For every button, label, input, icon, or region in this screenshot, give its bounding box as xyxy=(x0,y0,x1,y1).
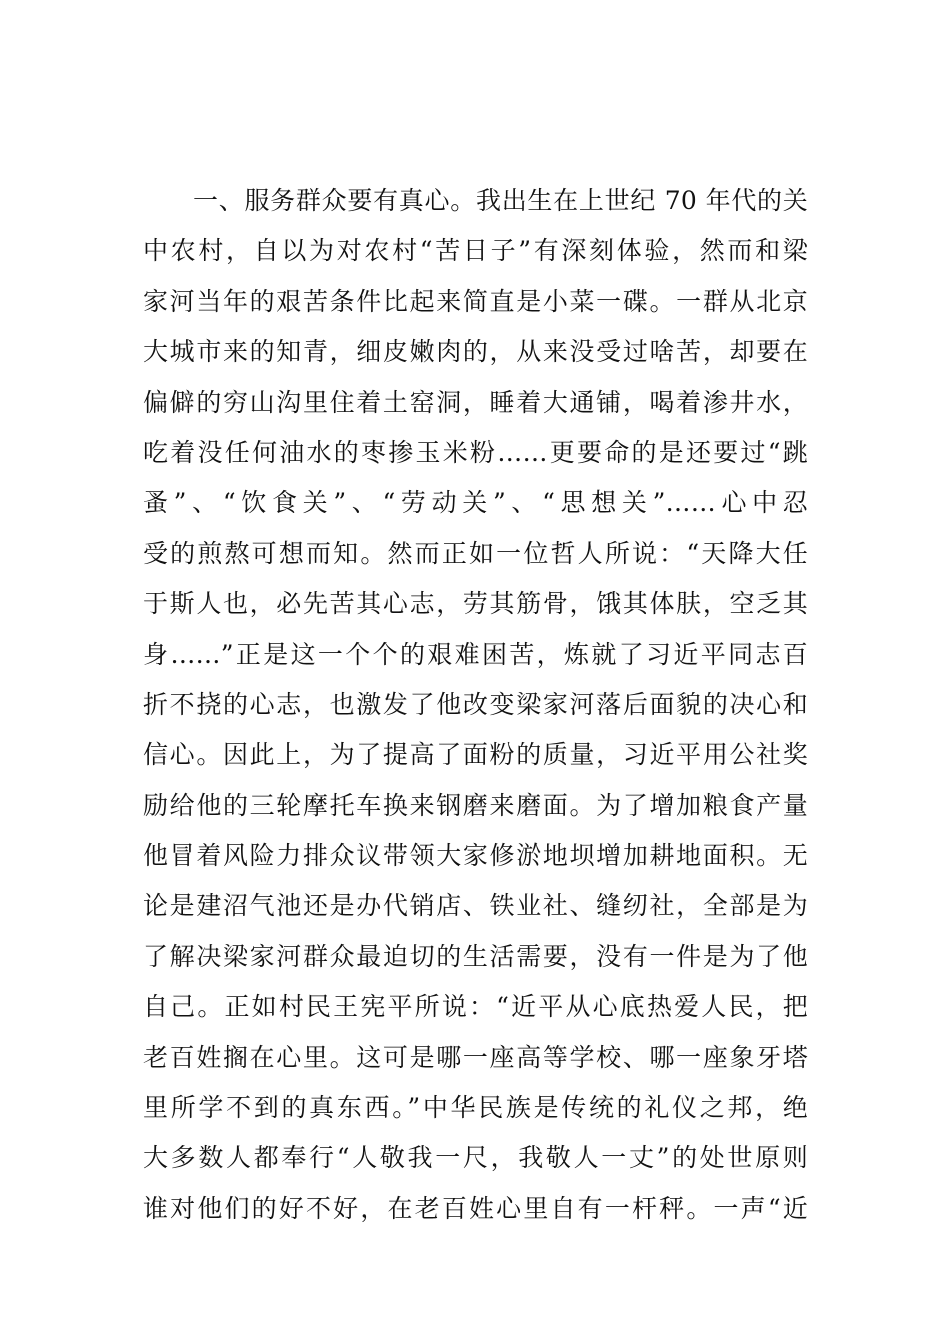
text-line: 蚤”、“饮食关”、“劳动关”、“思想关”……心中忍 xyxy=(143,488,808,518)
text-line: 自己。正如村民王宪平所说：“近平从心底热爱人民，把 xyxy=(143,992,808,1022)
text-line: 偏僻的穷山沟里住着土窑洞，睡着大通铺，喝着渗井水， xyxy=(143,387,808,417)
body-paragraph xyxy=(143,176,808,1234)
text-line: 大多数人都奉行“人敬我一尺，我敬人一丈”的处世原则 xyxy=(143,1143,808,1173)
text-line: 老百姓搁在心里。这可是哪一座高等学校、哪一座象牙塔 xyxy=(143,1042,808,1072)
text-line: 信心。因此上，为了提高了面粉的质量，习近平用公社奖 xyxy=(143,740,808,770)
text-line: 于斯人也，必先苦其心志，劳其筋骨，饿其体肤，空乏其 xyxy=(143,589,808,619)
text-line: 折不挠的心志，也激发了他改变梁家河落后面貌的决心和 xyxy=(143,689,808,719)
text-line: 励给他的三轮摩托车换来钢磨来磨面。为了增加粮食产量 xyxy=(143,790,808,820)
text-line: 受的煎熬可想而知。然而正如一位哲人所说：“天降大任 xyxy=(143,538,808,568)
text-line: 了解决梁家河群众最迫切的生活需要，没有一件是为了他 xyxy=(143,941,808,971)
text-line: 论是建沼气池还是办代销店、铁业社、缝纫社，全部是为 xyxy=(143,891,808,921)
text-line: 吃着没任何油水的枣掺玉米粉……更要命的是还要过“跳 xyxy=(143,437,808,467)
text-line: 里所学不到的真东西。”中华民族是传统的礼仪之邦，绝 xyxy=(143,1093,808,1123)
text-line: 身……”正是这一个个的艰难困苦，炼就了习近平同志百 xyxy=(143,639,808,669)
text-line: 家河当年的艰苦条件比起来简直是小菜一碟。一群从北京 xyxy=(143,286,808,316)
text-line: 他冒着风险力排众议带领大家修淤地坝增加耕地面积。无 xyxy=(143,841,808,871)
text-line: 中农村，自以为对农村“苦日子”有深刻体验，然而和梁 xyxy=(143,236,808,266)
text-line: 大城市来的知青，细皮嫩肉的，从来没受过啥苦，却要在 xyxy=(143,337,808,367)
text-line: 谁对他们的好不好，在老百姓心里自有一杆秤。一声“近 xyxy=(143,1193,808,1223)
text-line: 一、服务群众要有真心。我出生在上世纪 70 年代的关 xyxy=(193,186,808,215)
